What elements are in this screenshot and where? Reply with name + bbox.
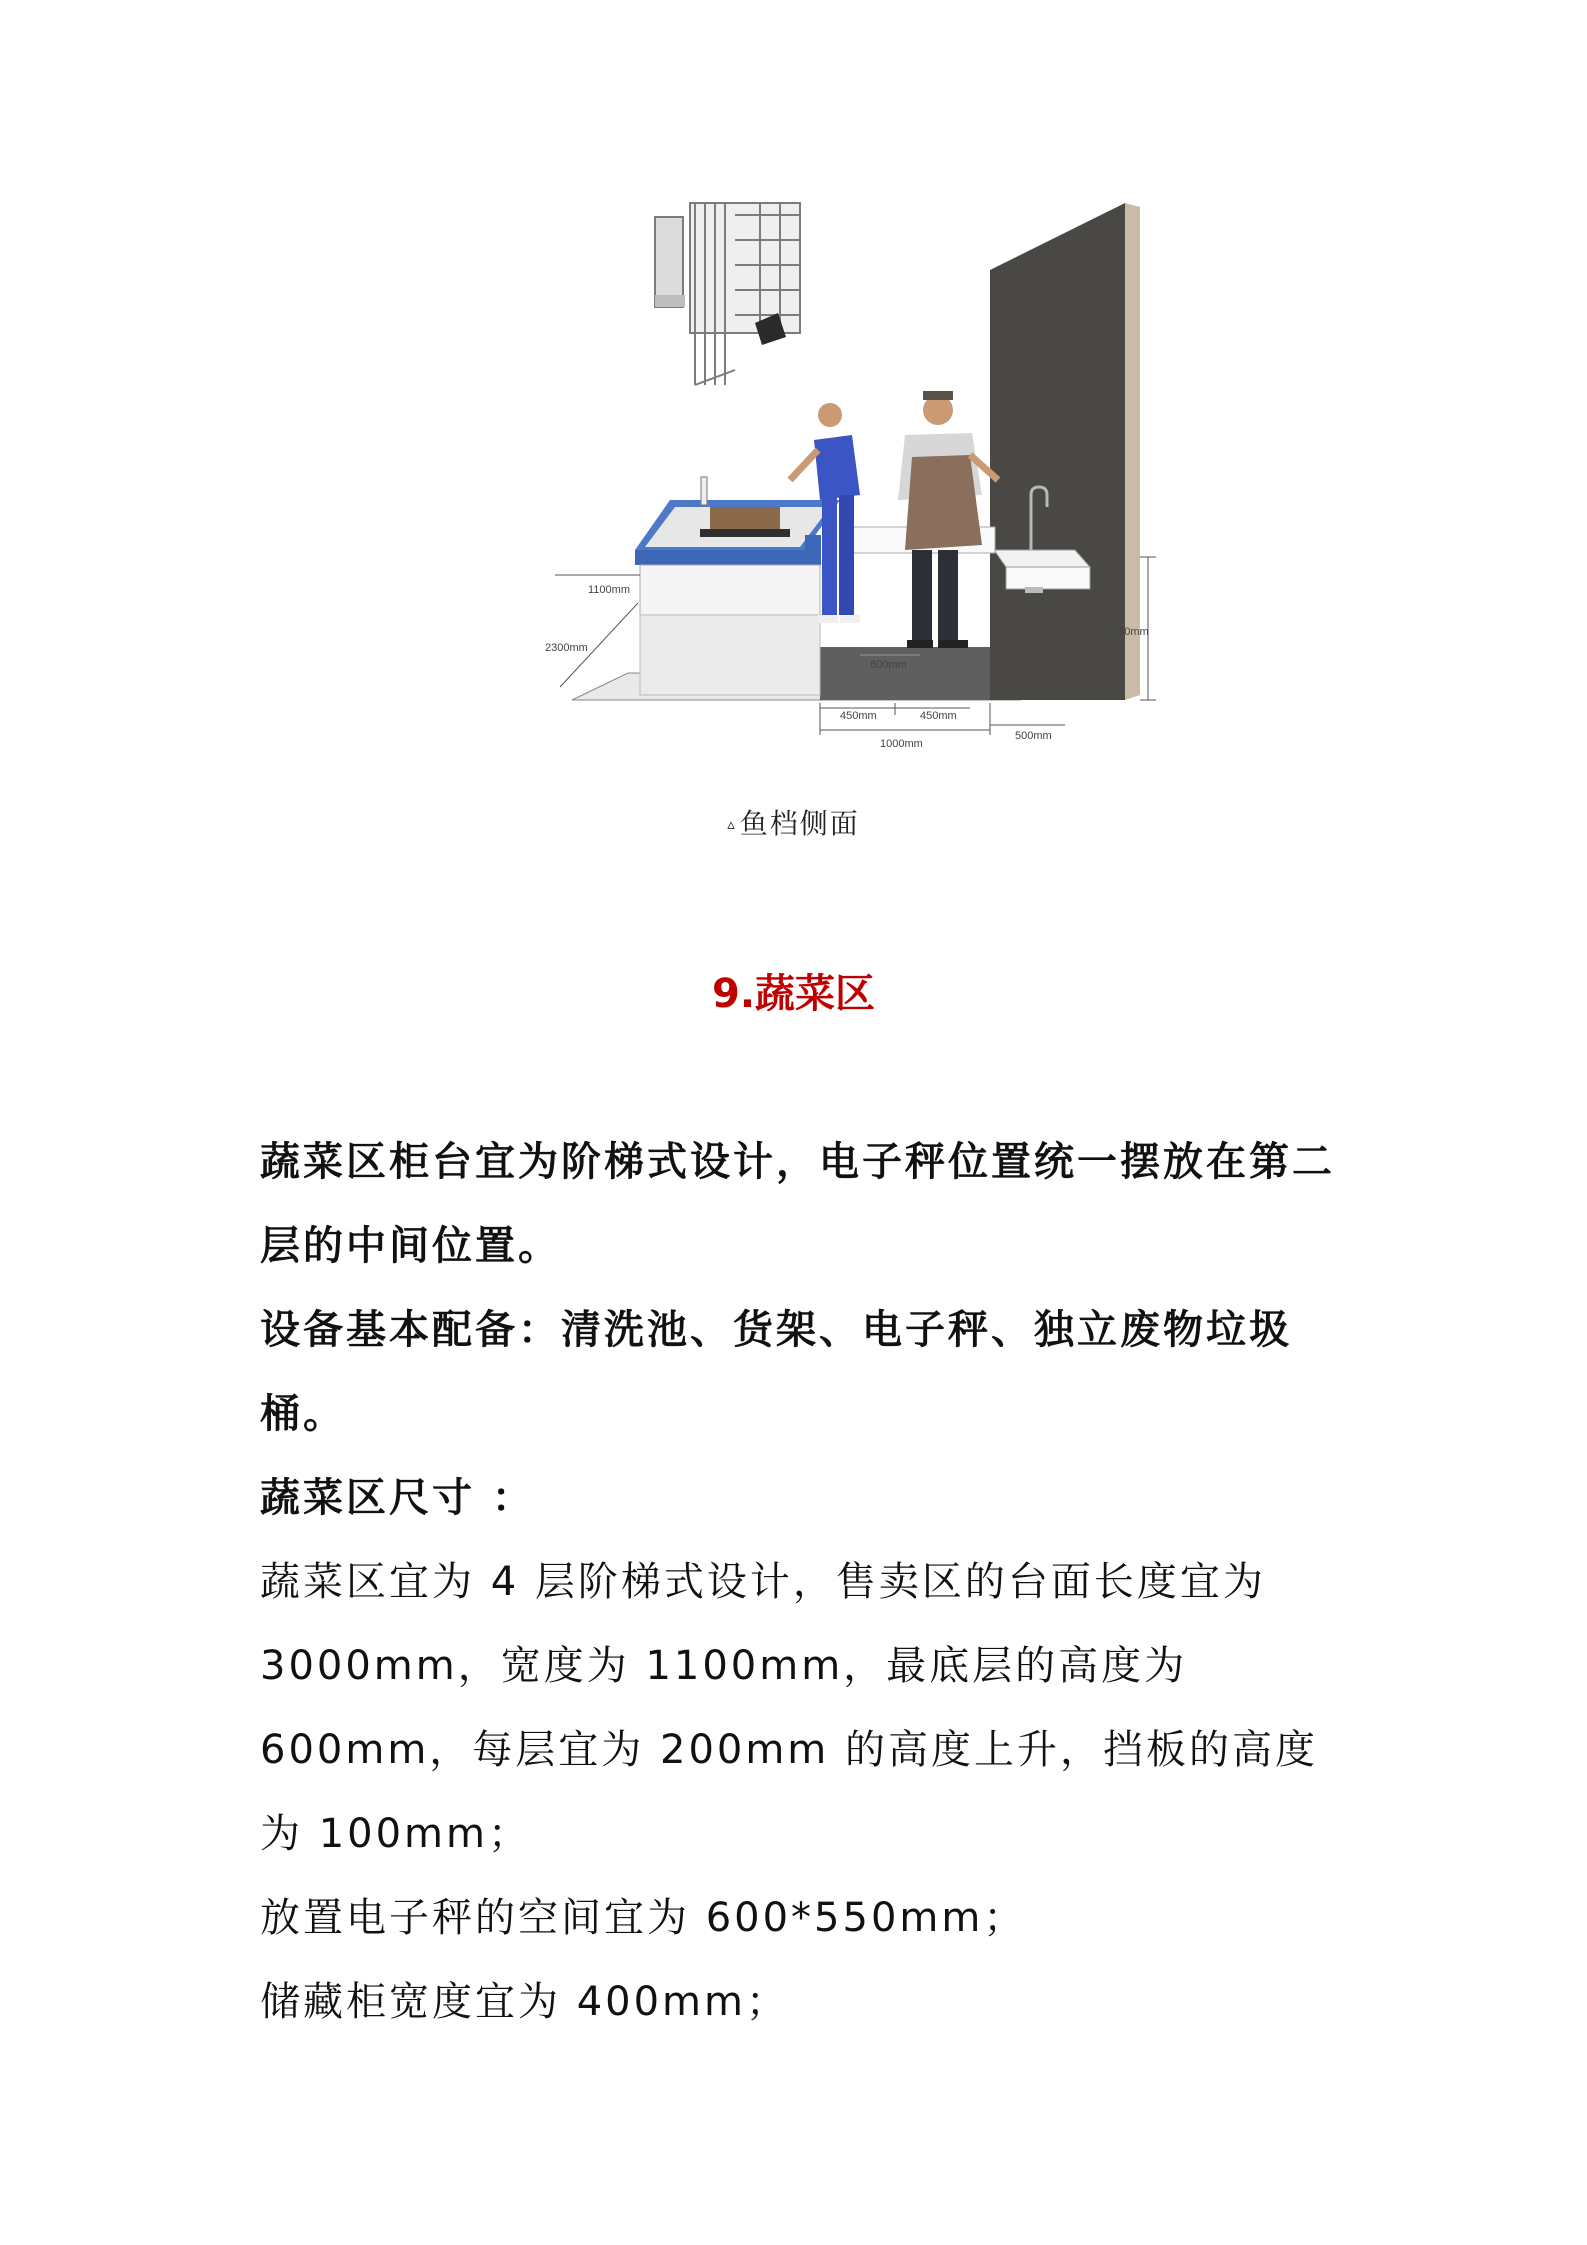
figure-caption: [0, 802, 1587, 842]
caption-marker: ▵: [727, 815, 737, 833]
dim-depth-total: 2300mm: [545, 642, 588, 654]
section-title: 9.蔬菜区: [711, 971, 876, 1017]
paragraph-storage-width: 储藏柜宽度宜为 400mm；: [260, 1979, 789, 2025]
paragraph-equipment: 设备基本配备：清洗池、货架、电子秤、独立废物垃圾桶。: [260, 1307, 1292, 1437]
dim-counter-width: 1100mm: [588, 584, 630, 596]
paragraph-size-details: 蔬菜区宜为 4 层阶梯式设计，售卖区的台面长度宜为 3000mm，宽度为 1100mm，最底层的高度为 600mm，每层宜为 200mm 的高度上升，挡板的高度为 100mm；: [260, 1559, 1318, 1857]
dim-seg-total: 1000mm: [880, 738, 923, 750]
paragraph-counter-design: 蔬菜区柜台宜为阶梯式设计，电子秤位置统一摆放在第二层的中间位置。: [260, 1139, 1335, 1269]
dim-aisle: 600mm: [870, 659, 907, 671]
caption-text: 鱼档侧面: [739, 807, 860, 840]
body-text: [260, 1120, 1340, 2044]
paragraph-scale-space: 放置电子秤的空间宜为 600*550mm；: [260, 1895, 1027, 1941]
paragraph-size-heading: 蔬菜区尺寸 ：: [260, 1475, 535, 1521]
dim-seg-left: 450mm: [840, 710, 877, 722]
dim-seg-right: 450mm: [920, 710, 957, 722]
stall-side-view-illustration: [500, 195, 1160, 765]
dim-wall-height: 750mm: [1112, 626, 1149, 638]
dim-sink-depth: 500mm: [1015, 730, 1052, 742]
